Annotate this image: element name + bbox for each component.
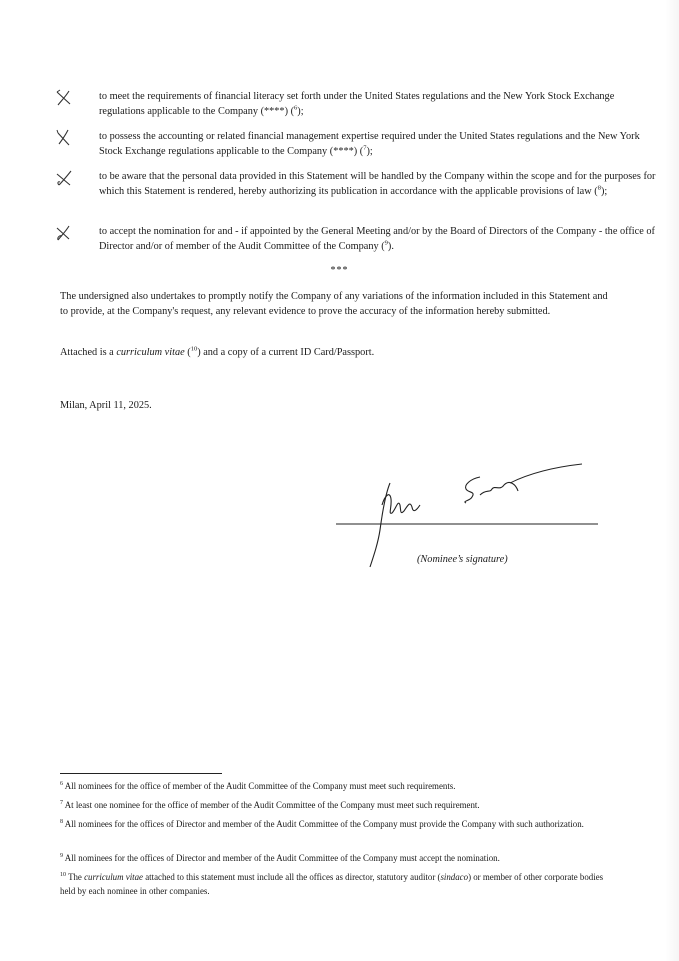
footnote-divider bbox=[60, 773, 222, 774]
attachment-paragraph: Attached is a curriculum vitae ($^{10}$) and a copy of a current ID Card/Passport. bbox=[60, 345, 375, 358]
footnote-ref: 8 bbox=[597, 184, 601, 192]
cross-mark-icon bbox=[54, 223, 74, 243]
footnote-ref: 10 bbox=[190, 345, 198, 353]
footnote-9: $^9$ All nominees for the offices of Director and member of the Audit Committee of the Company must accept the nomination. bbox=[60, 853, 500, 863]
declaration-text: to accept the nomination for and - if appointed by the General Meeting and/or by the Board of Directors of the Company - the office of Director and/or of member of the Audit Committee of the Company ($^9$). bbox=[99, 226, 655, 253]
footnote-7: $^7$ At least one nominee for the office of member of the Audit Committee of the Company must meet such requirement. bbox=[60, 800, 480, 810]
footnote-10: $^{10}$ The curriculum vitae attached to this statement must include all the offices as director, statutory auditor (sindaco) or member of other corporate bodies held by each nominee in other companies. bbox=[60, 872, 604, 896]
section-separator: *** bbox=[330, 265, 349, 276]
signature-caption: (Nominee’s signature) bbox=[417, 554, 508, 565]
footnote-8: $^8$ All nominees for the offices of Director and member of the Audit Committee of the Company must provide the Company with such authorization. bbox=[60, 819, 584, 829]
undertaking-paragraph: The undersigned also undertakes to promptly notify the Company of any variations of the information included in this Statement and to provide, at the Company's request, any relevant evidence to prove the accuracy of the information hereby submitted. bbox=[60, 291, 608, 318]
cross-mark-icon bbox=[54, 88, 74, 108]
footnote-6: $^6$ All nominees for the office of member of the Audit Committee of the Company must meet such requirements. bbox=[60, 781, 456, 791]
declaration-text: to possess the accounting or related financial management expertise required under the United States regulations and the New York Stock Exchange regulations applicable to the Company (****) ($^7$); bbox=[99, 131, 640, 158]
place-date: Milan, April 11, 2025. bbox=[60, 400, 152, 411]
footnote-ref: 7 bbox=[363, 144, 367, 152]
footnote-ref: 9 bbox=[384, 239, 388, 247]
declaration-text: to be aware that the personal data provided in this Statement will be handled by the Company within the scope and for the purposes for which this Statement is rendered, hereby authorizing its publication in accordance with the applicable provisions of law ($^8$); bbox=[99, 171, 656, 198]
declaration-text: to meet the requirements of financial literacy set forth under the United States regulations and the New York Stock Exchange regulations applicable to the Company (****) ($^6$); bbox=[99, 91, 615, 118]
cross-mark-icon bbox=[54, 128, 74, 148]
footnote-ref: 6 bbox=[294, 104, 298, 112]
scan-edge-shadow bbox=[665, 0, 679, 961]
cross-mark-icon bbox=[54, 168, 74, 188]
